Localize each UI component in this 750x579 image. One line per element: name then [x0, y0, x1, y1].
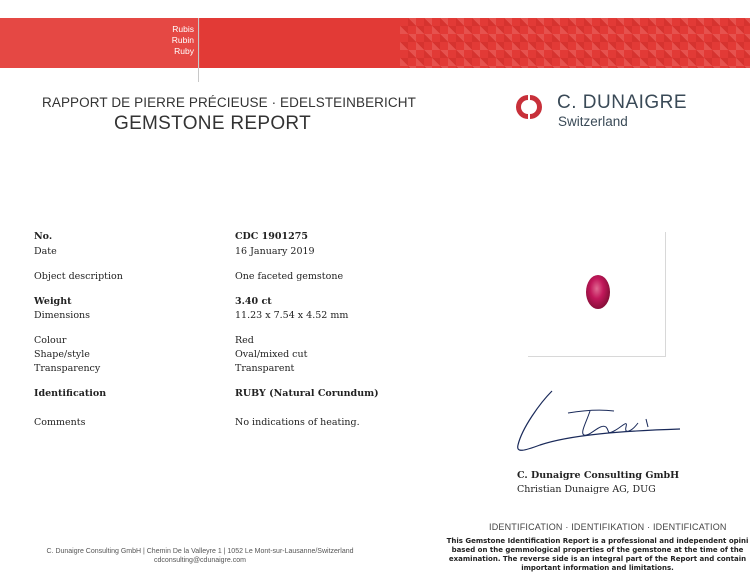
field-label: Shape/style: [34, 349, 90, 360]
field-label: Transparency: [34, 363, 101, 374]
footer-address-line: C. Dunaigre Consulting GmbH | Chemin De la Valleyre 1 | 1052 Le Mont-sur-Lausanne/Switzerland: [46, 548, 354, 555]
field-label: Date: [34, 246, 57, 257]
disclaimer: [425, 537, 750, 573]
field-value: No indications of heating.: [235, 417, 360, 428]
signatory-person: Christian Dunaigre AG, DUG: [517, 484, 656, 495]
signature: [510, 383, 685, 463]
banner-name-en: Ruby: [174, 46, 194, 56]
footer-email: cdconsulting@cdunaigre.com: [154, 557, 246, 564]
logo-name: C. DUNAIGRE: [557, 92, 688, 113]
disclaimer-line: This Gemstone Identification Report is a professional and independent opini: [446, 537, 749, 545]
field-value: Red: [235, 335, 254, 346]
footer-address: [20, 547, 380, 565]
disclaimer-line: examination. The reverse side is an integral part of the Report and contain: [448, 555, 747, 563]
signatory-company: C. Dunaigre Consulting GmbH: [517, 470, 680, 481]
field-label: Colour: [34, 335, 67, 346]
field-label: Weight: [34, 296, 72, 307]
field-value: 3.40 ct: [235, 296, 272, 307]
disclaimer-line: based on the gemmological properties of the gemstone at the time of the: [451, 546, 744, 554]
field-value: Transparent: [235, 363, 295, 374]
banner-gem-names: [150, 24, 194, 57]
field-value: 16 January 2019: [235, 246, 315, 257]
field-label: No.: [34, 231, 53, 242]
banner-divider: [198, 18, 199, 82]
report-subtitle: RAPPORT DE PIERRE PRÉCIEUSE · EDELSTEINBERICHT: [42, 95, 416, 110]
banner-name-de: Rubin: [171, 35, 194, 45]
cd-monogram-icon: [512, 92, 546, 122]
disclaimer-line: important information and limitations.: [521, 564, 674, 572]
header-banner: [0, 18, 750, 68]
banner-pattern: [400, 18, 750, 68]
banner-name-fr: Rubis: [172, 24, 194, 34]
field-value: RUBY (Natural Corundum): [235, 388, 379, 399]
field-value: Oval/mixed cut: [235, 349, 308, 360]
field-label: Dimensions: [34, 310, 91, 321]
field-label: Object description: [34, 271, 123, 282]
field-value: One faceted gemstone: [235, 271, 344, 282]
logo-subtitle: Switzerland: [558, 114, 628, 129]
identification-heading: IDENTIFICATION · IDENTIFIKATION · IDENTIFICATION: [489, 522, 727, 532]
field-label: Identification: [34, 388, 107, 399]
field-label: Comments: [34, 417, 86, 428]
field-value: 11.23 x 7.54 x 4.52 mm: [235, 310, 349, 321]
field-value: CDC 1901275: [235, 231, 308, 242]
gemstone-photo: [586, 275, 610, 309]
report-title: GEMSTONE REPORT: [114, 113, 311, 134]
